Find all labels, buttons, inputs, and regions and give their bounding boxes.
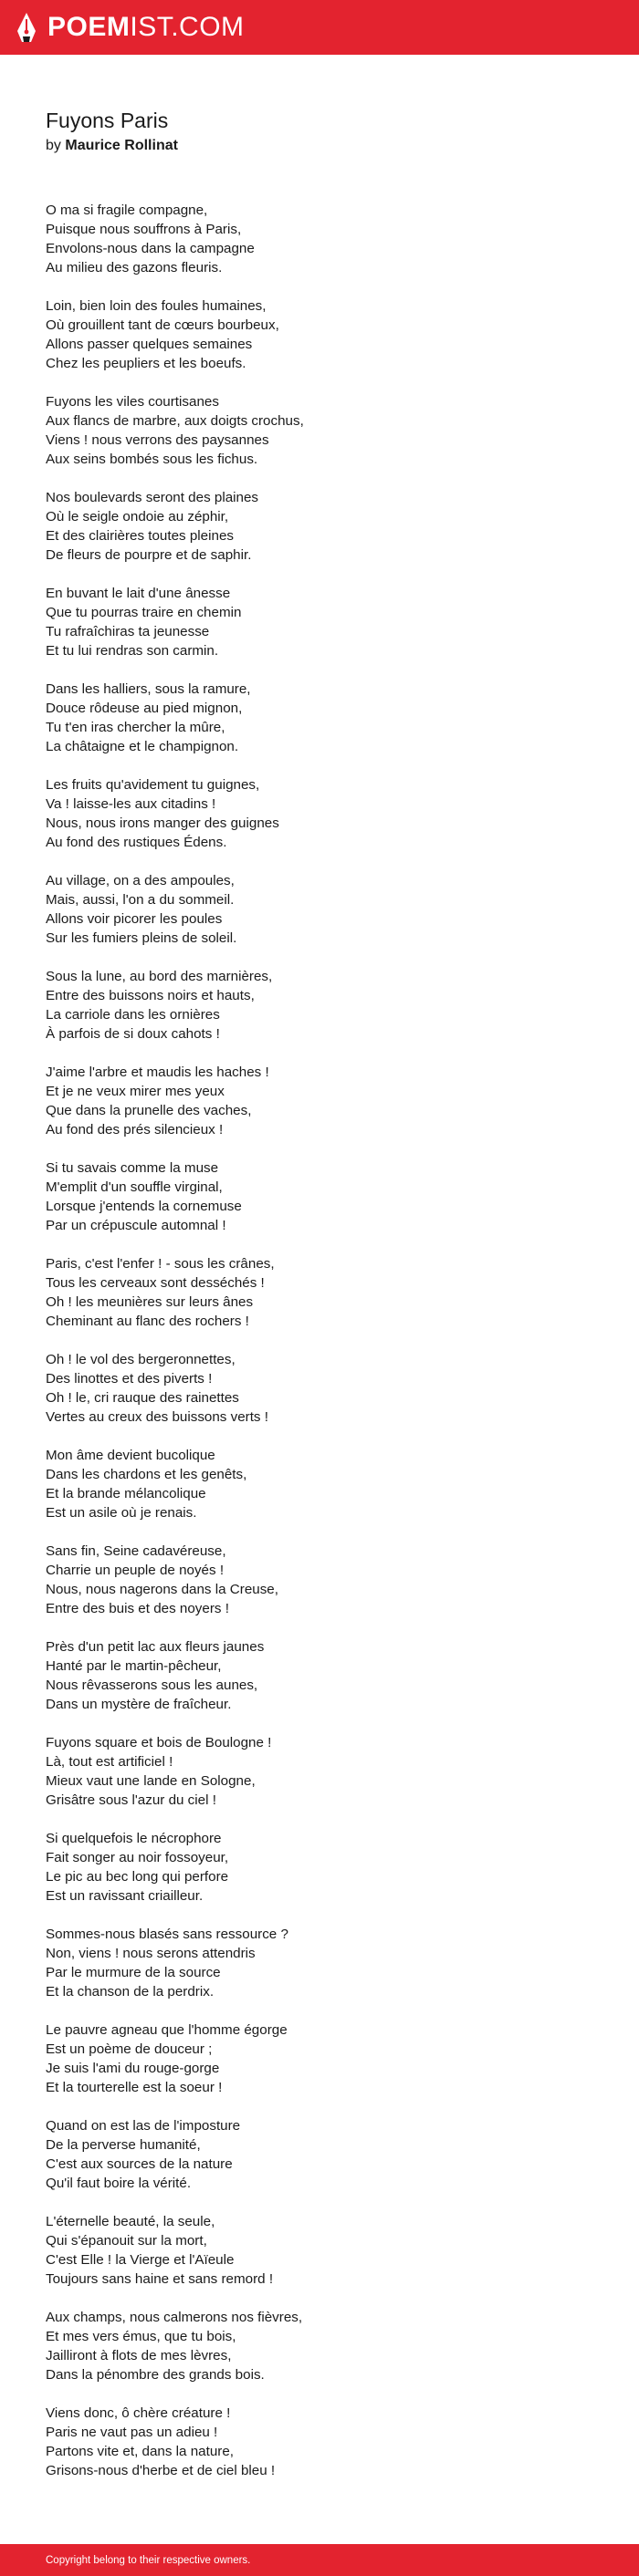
poem-line: Et mes vers émus, que tu bois,: [46, 2329, 236, 2344]
poem-line: Au fond des prés silencieux !: [46, 1122, 224, 1137]
poem-line: Tous les cerveaux sont desséchés !: [46, 1275, 265, 1291]
site-logo[interactable]: [16, 12, 245, 43]
poem-line: Va ! laisse-les aux citadins !: [46, 796, 216, 812]
poem-line: Tu t'en iras chercher la mûre,: [46, 720, 225, 735]
poem-line: Aux champs, nous calmerons nos fièvres,: [46, 2310, 303, 2325]
logo-wordmark-rest: IST.COM: [130, 12, 245, 42]
poem-line: Et la tourterelle est la soeur !: [46, 2080, 223, 2095]
stanza: [46, 2404, 593, 2480]
poem-line: Par le murmure de la source: [46, 1965, 221, 1980]
poem-line: Toujours sans haine et sans remord !: [46, 2271, 274, 2287]
stanza: [46, 1158, 593, 1235]
poem-line: Et tu lui rendras son carmin.: [46, 643, 219, 659]
stanza: [46, 2020, 593, 2097]
poem-line: Au village, on a des ampoules,: [46, 873, 235, 888]
poem-line: Là, tout est artificiel !: [46, 1754, 173, 1770]
poem-line: Au fond des rustiques Édens.: [46, 835, 227, 850]
poem-title: Fuyons Paris: [46, 109, 169, 132]
poem-line: Envolons-nous dans la campagne: [46, 241, 255, 256]
poem-line: Partons vite et, dans la nature,: [46, 2444, 234, 2459]
poem-line: Dans les chardons et les genêts,: [46, 1467, 247, 1482]
poem-line: Chez les peupliers et les boeufs.: [46, 356, 246, 371]
poem-line: Jailliront à flots de mes lèvres,: [46, 2348, 232, 2363]
poem-line: Si tu savais comme la muse: [46, 1160, 219, 1176]
stanza: [46, 1446, 593, 1522]
poem-line: Dans les halliers, sous la ramure,: [46, 681, 251, 697]
stanza: [46, 871, 593, 948]
poem-heading: [46, 108, 593, 155]
poem-line: Non, viens ! nous serons attendris: [46, 1946, 256, 1961]
stanza: [46, 296, 593, 373]
poem-line: Fait songer au noir fossoyeur,: [46, 1850, 229, 1865]
poem-line: Allons voir picorer les poules: [46, 911, 223, 927]
poem-line: Sans fin, Seine cadavéreuse,: [46, 1543, 226, 1559]
poem-line: Nous, nous nagerons dans la Creuse,: [46, 1582, 278, 1597]
stanza: [46, 2116, 593, 2193]
byline-prefix: by: [46, 138, 61, 153]
copyright-text: Copyright belong to their respective owners.: [46, 2554, 251, 2566]
poem-line: Fuyons square et bois de Boulogne !: [46, 1735, 272, 1750]
poem-line: La châtaigne et le champignon.: [46, 739, 239, 754]
poem-line: Et la chanson de la perdrix.: [46, 1984, 215, 2000]
poem-line: Nous, nous irons manger des guignes: [46, 815, 279, 831]
poem-line: Dans la pénombre des grands bois.: [46, 2367, 265, 2383]
poem-line: En buvant le lait d'une ânesse: [46, 586, 231, 601]
poem-line: Loin, bien loin des foules humaines,: [46, 298, 267, 314]
poem-line: Quand on est las de l'imposture: [46, 2118, 241, 2134]
poem-line: De fleurs de pourpre et de saphir.: [46, 547, 252, 563]
stanza: [46, 392, 593, 469]
poem-line: Si quelquefois le nécrophore: [46, 1831, 222, 1846]
poem-line: Puisque nous souffrons à Paris,: [46, 222, 242, 237]
poem-line: Sommes-nous blasés sans ressource ?: [46, 1927, 288, 1942]
stanza: [46, 201, 593, 277]
poem-line: Paris, c'est l'enfer ! - sous les crânes,: [46, 1256, 275, 1272]
poem-line: Et des clairières toutes pleines: [46, 528, 234, 544]
poem-line: Entre des buis et des noyers !: [46, 1601, 229, 1616]
stanza: [46, 1925, 593, 2001]
site-footer: [0, 2544, 639, 2576]
poem-byline: [46, 137, 593, 155]
stanza: [46, 1063, 593, 1139]
poem-line: Et je ne veux mirer mes yeux: [46, 1084, 225, 1099]
poem-line: Entre des buissons noirs et hauts,: [46, 988, 255, 1003]
logo-wordmark-bold: POEM: [47, 12, 131, 42]
poem-line: Paris ne vaut pas un adieu !: [46, 2425, 218, 2440]
poem-line: Le pic au bec long qui perfore: [46, 1869, 229, 1885]
stanza: [46, 488, 593, 565]
poem-line: Où le seigle ondoie au zéphir,: [46, 509, 229, 525]
poem-line: C'est aux sources de la nature: [46, 2156, 233, 2172]
poem-line: Au milieu des gazons fleuris.: [46, 260, 223, 275]
poem-line: Dans un mystère de fraîcheur.: [46, 1697, 232, 1712]
stanza: [46, 2308, 593, 2384]
poem-line: Tu rafraîchiras ta jeunesse: [46, 624, 210, 639]
poem-line: Mon âme devient bucolique: [46, 1448, 215, 1463]
poem-line: M'emplit d'un souffle virginal,: [46, 1179, 223, 1195]
poem-line: Grisâtre sous l'azur du ciel !: [46, 1792, 216, 1808]
poem-line: J'aime l'arbre et maudis les haches !: [46, 1065, 269, 1080]
poem-line: C'est Elle ! la Vierge et l'Aïeule: [46, 2252, 235, 2268]
poem-line: Les fruits qu'avidement tu guignes,: [46, 777, 260, 793]
poem-line: Je suis l'ami du rouge-gorge: [46, 2061, 220, 2076]
poem-line: Charrie un peuple de noyés !: [46, 1563, 225, 1578]
poem-line: À parfois de si doux cahots !: [46, 1026, 220, 1042]
poem-line: Et la brande mélancolique: [46, 1486, 206, 1501]
poem-line: Lorsque j'entends la cornemuse: [46, 1199, 242, 1214]
poem-line: Le pauvre agneau que l'homme égorge: [46, 2022, 288, 2038]
stanza: [46, 1254, 593, 1331]
poem-line: Viens ! nous verrons des paysannes: [46, 432, 269, 448]
poem-line: L'éternelle beauté, la seule,: [46, 2214, 215, 2229]
poem-line: Oh ! le, cri rauque des rainettes: [46, 1390, 239, 1406]
poem-line: Où grouillent tant de cœurs bourbeux,: [46, 317, 279, 333]
poem-line: Qu'il faut boire la vérité.: [46, 2176, 192, 2191]
poem-line: Des linottes et des piverts !: [46, 1371, 213, 1387]
poem-line: Vertes au creux des buissons verts !: [46, 1409, 268, 1425]
poem-line: Hanté par le martin-pêcheur,: [46, 1658, 222, 1674]
stanza: [46, 680, 593, 756]
stanza: [46, 775, 593, 852]
poem-line: Sur les fumiers pleins de soleil.: [46, 930, 237, 946]
poem-line: Que tu pourras traire en chemin: [46, 605, 242, 620]
stanza: [46, 1350, 593, 1427]
poem-line: Viens donc, ô chère créature !: [46, 2405, 231, 2421]
logo-wordmark: [47, 14, 245, 41]
poem-line: Nous rêvasserons sous les aunes,: [46, 1678, 258, 1693]
poem-line: Allons passer quelques semaines: [46, 337, 253, 352]
poem-line: O ma si fragile compagne,: [46, 203, 208, 218]
poem-line: Que dans la prunelle des vaches,: [46, 1103, 252, 1118]
author-link[interactable]: Maurice Rollinat: [65, 138, 178, 153]
poem-line: Grisons-nous d'herbe et de ciel bleu !: [46, 2463, 276, 2478]
poem-line: Est un poème de douceur ;: [46, 2041, 213, 2057]
stanza: [46, 1733, 593, 1810]
poem-line: La carriole dans les ornières: [46, 1007, 220, 1023]
stanza: [46, 584, 593, 660]
pen-nib-icon: [16, 12, 37, 43]
stanza: [46, 1829, 593, 1906]
poem-line: Est un asile où je renais.: [46, 1505, 197, 1521]
poem-line: Nos boulevards seront des plaines: [46, 490, 259, 505]
poem-line: Oh ! le vol des bergeronnettes,: [46, 1352, 236, 1367]
poem-line: Est un ravissant criailleur.: [46, 1888, 204, 1904]
stanza: [46, 2212, 593, 2289]
poem-line: Cheminant au flanc des rochers !: [46, 1314, 249, 1329]
poem-line: Aux flancs de marbre, aux doigts crochus,: [46, 413, 304, 429]
poem-line: Par un crépuscule automnal !: [46, 1218, 226, 1233]
stanza: [46, 967, 593, 1044]
stanza: [46, 1637, 593, 1714]
stanza: [46, 1542, 593, 1618]
site-header: [0, 0, 639, 55]
poem-line: Fuyons les viles courtisanes: [46, 394, 219, 410]
poem-line: Sous la lune, au bord des marnières,: [46, 969, 273, 984]
poem-line: De la perverse humanité,: [46, 2137, 201, 2153]
poem-line: Oh ! les meunières sur leurs ânes: [46, 1294, 254, 1310]
poem-line: Douce rôdeuse au pied mignon,: [46, 701, 243, 716]
poem-line: Mieux vaut une lande en Sologne,: [46, 1773, 256, 1789]
poem-line: Mais, aussi, l'on a du sommeil.: [46, 892, 235, 908]
poem-line: Qui s'épanouit sur la mort,: [46, 2233, 207, 2249]
poem-line: Près d'un petit lac aux fleurs jaunes: [46, 1639, 265, 1655]
poem-line: Aux seins bombés sous les fichus.: [46, 452, 258, 467]
poem-body: [46, 201, 593, 2499]
